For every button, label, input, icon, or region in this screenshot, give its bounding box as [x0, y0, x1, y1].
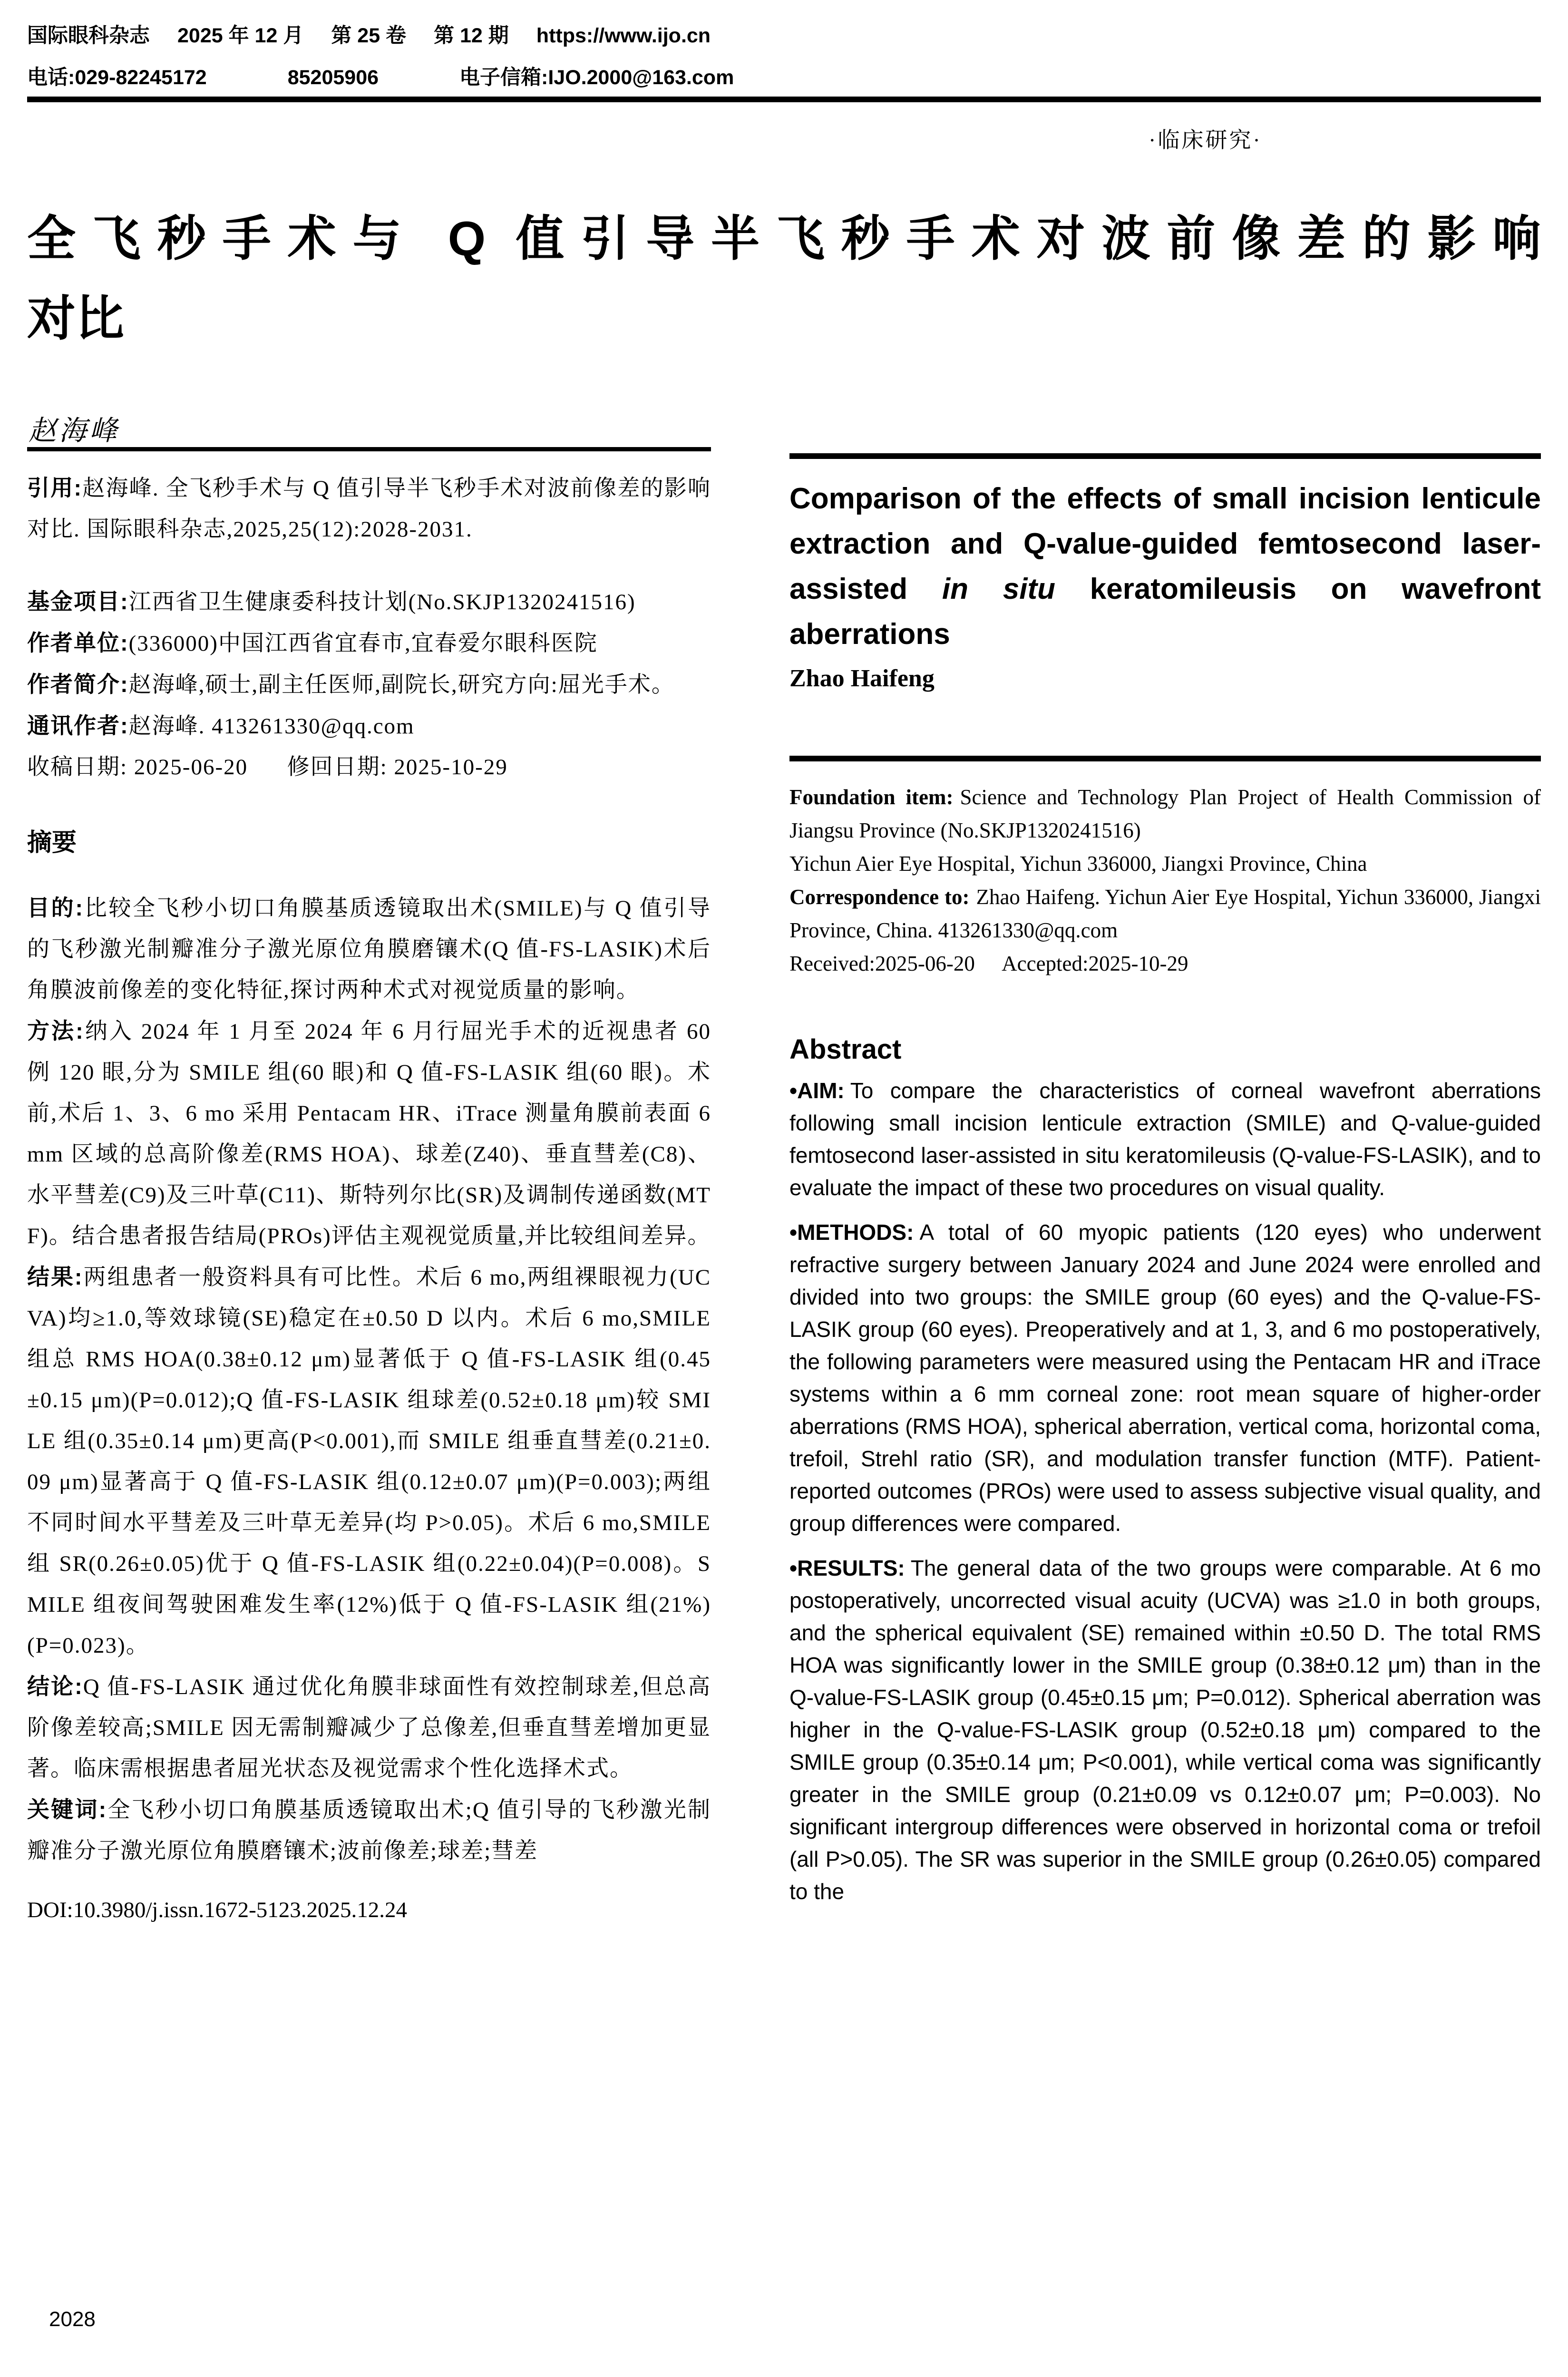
- aim-label-en: •AIM:: [789, 1078, 845, 1103]
- masthead-line-1: [27, 24, 711, 49]
- affiliation-text-cn: (336000)中国江西省宜春市,宜春爱尔眼科医院: [128, 631, 598, 656]
- aim-text-cn: 比较全飞秒小切口角膜基质透镜取出术(SMILE)与 Q 值引导的飞秒激光制瓣准分子激光原位角膜磨镶术(Q 值-FS-LASIK)术后角膜波前像差的变化特征,探讨两种术式对视觉质量的影响。: [27, 896, 711, 1003]
- results-label-en: •RESULTS:: [789, 1556, 905, 1580]
- masthead-line-2: [27, 66, 734, 90]
- foundation-item-cn: [27, 581, 711, 623]
- abstract-title-cn: 摘要: [27, 829, 77, 857]
- aim-label-cn: 目的:: [27, 895, 84, 920]
- volume-label: 第 25 卷: [331, 24, 407, 47]
- correspondence-label-en: Correspondence to:: [789, 885, 970, 909]
- foundation-text-cn: 江西省卫生健康委科技计划(No.SKJP1320241516): [128, 590, 636, 614]
- abstract-aim-cn: [27, 887, 711, 1011]
- citation-text: 赵海峰. 全飞秒手术与 Q 值引导半飞秒手术对波前像差的影响对比. 国际眼科杂志,2025,25(12):2028-2031.: [27, 476, 711, 542]
- methods-label-en: •METHODS:: [789, 1220, 914, 1245]
- correspondence-cn: [27, 705, 711, 747]
- abstract-aim-en: [789, 1074, 1541, 1204]
- title-en-pre: Comparison of the effects of small incision lenticule extraction and Q-value-guided femtosecond laser-assisted: [789, 482, 1541, 605]
- keywords-cn: [27, 1789, 711, 1871]
- journal-phone-alt: 85205906: [287, 66, 379, 89]
- right-column-rule-bottom: [789, 756, 1541, 761]
- left-column: [27, 447, 711, 1930]
- section-label: ·临床研究·: [1149, 128, 1262, 152]
- abstract-results-cn: [27, 1257, 711, 1666]
- affiliation-en: Yichun Aier Eye Hospital, Yichun 336000, Jiangxi Province, China: [789, 852, 1367, 876]
- citation-label: 引用:: [27, 475, 83, 500]
- article-title-cn: [27, 199, 1541, 359]
- affiliation-label-cn: 作者单位:: [27, 630, 129, 655]
- conclusion-text-cn: Q 值-FS-LASIK 通过优化角膜非球面性有效控制球差,但总高阶像差较高;SMILE 因无需制瓣减少了总像差,但垂直彗差增加更显著。临床需根据患者屈光状态及视觉需求个性化选择术式。: [27, 1675, 711, 1781]
- correspondence-en: [789, 880, 1541, 947]
- issue-number: 第 12 期: [434, 24, 509, 47]
- foundation-label-cn: 基金项目:: [27, 589, 129, 614]
- right-column-rule-top: [789, 453, 1541, 459]
- english-meta-block: [789, 780, 1541, 980]
- methods-text-en: A total of 60 myopic patients (120 eyes) who underwent refractive surgery between January 2024 and June 2024 were enrolled and divided into two groups: the SMILE group (60 eyes) and the Q-value-FS-LASIK group (60 eyes). Preoperatively and at 1, 3, and 6 mo postoperatively, the following parameters were measured using the Pentacam HR and iTrace systems within a 6 mm corneal zone: root mean square of higher-order aberrations (RMS HOA), spherical aberration, vertical coma, horizontal coma, trefoil, Strehl ratio (SR), and modulation transfer function (MTF). Patient-reported outcomes (PROs) were used to assess subjective visual quality, and group differences were compared.: [789, 1220, 1541, 1536]
- journal-phone: 电话:029-82245172: [27, 66, 207, 89]
- right-column: [789, 453, 1541, 1908]
- page-number: 2028: [49, 2308, 96, 2331]
- header-rule: [27, 97, 1541, 102]
- keywords-label-cn: 关键词:: [27, 1797, 107, 1822]
- left-column-rule: [27, 447, 711, 451]
- abstract-results-en: [789, 1552, 1541, 1908]
- methods-label-cn: 方法:: [27, 1018, 84, 1043]
- abstract-title-en: Abstract: [789, 1034, 902, 1065]
- aim-text-en: To compare the characteristics of corneal wavefront aberrations following small incision lenticule extraction (SMILE) and Q-value-guided femtosecond laser-assisted in situ keratomileusis (Q-value-FS-LASIK), and to evaluate the impact of these two procedures on visual quality.: [789, 1078, 1541, 1200]
- abstract-conclusion-cn: [27, 1666, 711, 1789]
- author-affiliation-cn: [27, 623, 711, 664]
- foundation-item-en: [789, 780, 1541, 847]
- article-author-en: Zhao Haifeng: [789, 665, 935, 692]
- received-accepted-en: Received:2025-06-20 Accepted:2025-10-29: [789, 952, 1188, 975]
- article-title-cn-line2: 对比: [27, 292, 124, 346]
- bio-label-cn: 作者简介:: [27, 672, 129, 697]
- journal-website: https://www.ijo.cn: [536, 24, 711, 47]
- correspondence-label-cn: 通讯作者:: [27, 713, 129, 738]
- abstract-methods-en: [789, 1216, 1541, 1539]
- methods-text-cn: 纳入 2024 年 1 月至 2024 年 6 月行屈光手术的近视患者 60 例 120 眼,分为 SMILE 组(60 眼)和 Q 值-FS-LASIK 组(60 眼)。术前,术后 1、3、6 mo 采用 Pentacam HR、iTrace 测量角膜前表面 6 mm 区域的总高阶像差(RMS HOA)、球差(Z40)、垂直彗差(C8)、水平彗差(C9)及三叶草(C11)、斯特列尔比(SR)及调制传递函数(MTF)。结合患者报告结局(PROs)评估主观视觉质量,并比较组间差异。: [27, 1019, 711, 1248]
- conclusion-label-cn: 结论:: [27, 1674, 83, 1699]
- foundation-text-en: Science and Technology Plan Project of Health Commission of Jiangsu Province (No.SKJP1320241516): [789, 785, 1541, 842]
- keywords-text-cn: 全飞秒小切口角膜基质透镜取出术;Q 值引导的飞秒激光制瓣准分子激光原位角膜磨镶术;波前像差;球差;彗差: [27, 1798, 711, 1863]
- article-author-cn: 赵海峰: [29, 415, 120, 446]
- results-text-en: The general data of the two groups were comparable. At 6 mo postoperatively, uncorrected visual acuity (UCVA) was ≥1.0 in both groups, and the spherical equivalent (SE) remained within ±0.50 D. The total RMS HOA was significantly lower in the SMILE group (0.38±0.12 μm) than in the Q-value-FS-LASIK group (0.45±0.15 μm; P=0.012). Spherical aberration was higher in the Q-value-FS-LASIK group (0.52±0.18 μm) compared to the SMILE group (0.35±0.14 μm; P<0.001), while vertical coma was significantly greater in the SMILE group (0.21±0.09 vs 0.12±0.07 μm; P=0.003). No significant intergroup differences were observed in horizontal coma or trefoil (all P>0.05). The SR was superior in the SMILE group (0.26±0.05) compared to the: [789, 1556, 1541, 1904]
- author-bio-cn: [27, 664, 711, 705]
- journal-name: 国际眼科杂志: [27, 24, 150, 47]
- article-title-en: [789, 476, 1541, 657]
- foundation-label-en: Foundation item:: [789, 785, 954, 809]
- title-en-post: keratomileusis on wavefront aberrations: [789, 573, 1541, 651]
- title-en-italic: in situ: [942, 573, 1055, 605]
- bio-text-cn: 赵海峰,硕士,副主任医师,副院长,研究方向:屈光手术。: [128, 672, 675, 697]
- doi-line: DOI:10.3980/j.issn.1672-5123.2025.12.24: [27, 1898, 407, 1922]
- results-label-cn: 结果:: [27, 1264, 83, 1289]
- correspondence-text-en: Zhao Haifeng. Yichun Aier Eye Hospital, Yichun 336000, Jiangxi Province, China. 413261330@qq.com: [789, 885, 1541, 942]
- article-title-cn-line1: 全飞秒手术与 Q 值引导半飞秒手术对波前像差的影响: [27, 212, 1541, 266]
- citation-paragraph: [27, 468, 711, 550]
- abstract-methods-cn: [27, 1011, 711, 1257]
- correspondence-text-cn: 赵海峰. 413261330@qq.com: [128, 714, 415, 739]
- issue-date: 2025 年 12 月: [177, 24, 304, 47]
- received-revised-dates-cn: 收稿日期: 2025-06-20 修回日期: 2025-10-29: [27, 755, 508, 779]
- results-text-cn: 两组患者一般资料具有可比性。术后 6 mo,两组裸眼视力(UCVA)均≥1.0,等效球镜(SE)稳定在±0.50 D 以内。术后 6 mo,SMILE 组总 RMS HOA(0.38±0.12 μm)显著低于 Q 值-FS-LASIK 组(0.45±0.15 μm)(P=0.012);Q 值-FS-LASIK 组球差(0.52±0.18 μm)较 SMILE 组(0.35±0.14 μm)更高(P<0.001),而 SMILE 组垂直彗差(0.21±0.09 μm)显著高于 Q 值-FS-LASIK 组(0.12±0.07 μm)(P=0.003);两组不同时间水平彗差及三叶草无差异(均 P>0.05)。术后 6 mo,SMILE 组 SR(0.26±0.05)优于 Q 值-FS-LASIK 组(0.22±0.04)(P=0.008)。SMILE 组夜间驾驶困难发生率(12%)低于 Q 值-FS-LASIK 组(21%)(P=0.023)。: [27, 1265, 711, 1658]
- journal-email: 电子信箱:IJO.2000@163.com: [459, 66, 734, 89]
